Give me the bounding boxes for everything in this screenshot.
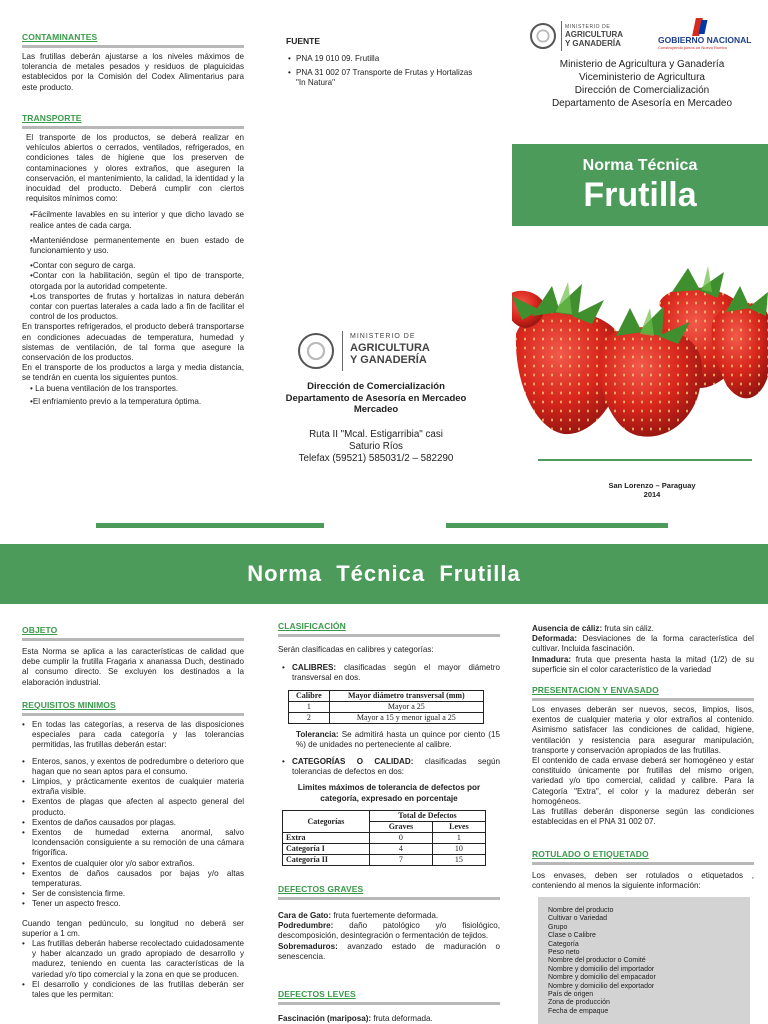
transporte-requisitos [30, 210, 244, 322]
divider [278, 1002, 500, 1005]
contaminantes-section [22, 32, 244, 93]
defecto-item [532, 655, 754, 675]
table-row [289, 712, 484, 723]
banner-title: Norma Técnica Frutilla [247, 561, 521, 586]
presentacion-title: PRESENTACION Y ENVASADO [532, 685, 659, 695]
list-item: • Exentos de daños causados por bajas y/o altas temperaturas. [22, 869, 244, 889]
inst-line: Viceministerio de Agricultura [579, 72, 705, 83]
categorias-label: CATEGORÍAS O CALIDAD: [292, 757, 414, 767]
tolerancia-label: Tolerancia: [296, 729, 339, 739]
list-item: Zona de producción [548, 999, 610, 1007]
table-cell: Categoría I [283, 844, 370, 855]
defecto-desc: fruta deformada. [371, 1014, 433, 1023]
fuente-item: • PNA 31 002 07 Transporte de Frutas y Hortalizas "In Natura" [288, 68, 476, 88]
list-item: • Las frutillas deberán haberse recolectado cuidadosamente y haber alcanzado un grado apropiado de desarrollo y madurez, teniendo en cuenta las características de la variedad y/o tipo comercial y la zona en que se producen. [22, 939, 244, 980]
defecto-desc: fruta fuertemente deformada. [331, 911, 439, 920]
categorias-text: clasificadas según tolerancias de defectos en dos: [292, 757, 500, 777]
calibres-label: CALIBRES: [292, 663, 337, 673]
divider [532, 698, 754, 701]
fuente-item: • PNA 19 010 09. Frutilla [288, 54, 476, 64]
defecto-name: Sobremaduros: [278, 941, 338, 951]
requisitos-title: REQUISITOS MINIMOS [22, 700, 116, 710]
list-item: • Limpios, y prácticamente exentos de cualquier materia extraña visible. [22, 777, 244, 797]
rotulado-list [548, 907, 656, 1016]
list-item: Clase o Calibre [548, 932, 596, 940]
transporte-refrigerados: En transportes refrigerados, el producto deberá transportarse en condiciones adecuadas de temperatura, humedad y sistemas de ventilación, de tal forma que asegure la conservación de los productos. [22, 322, 244, 363]
defecto-item [532, 634, 754, 654]
calibre-table [288, 690, 484, 724]
defecto-desc: fruta sin cáliz. [602, 624, 654, 633]
list-item: •Manteniéndose permanentemente en buen estado de funcionamiento y uso. [30, 235, 244, 256]
direccion-line1: Ruta II "Mcal. Estigarribia" casi [309, 429, 443, 440]
table-header: Categorías [283, 811, 370, 833]
calibres-list [282, 663, 500, 683]
graves-title: DEFECTOS GRAVES [278, 884, 364, 894]
defecto-name: Cara de Gato: [278, 911, 332, 920]
defecto-item [532, 624, 754, 634]
table-cell: 15 [432, 855, 485, 866]
flag-icon [688, 18, 710, 36]
requisitos-list [22, 720, 244, 910]
list-item: • Tener un aspecto fresco. [22, 899, 244, 909]
categorias-table [282, 810, 486, 866]
table-cell: 1 [432, 833, 485, 844]
presentacion-p1: Los envases deberán ser nuevos, secos, limpios, lisos, exentos de cualquier materia y olor extraños al contenido. Asimismo satisfacer las condiciones de calidad, higiene, ventilación y resistencia para asegurar manipulación, transporte y conservación apropiados de las frutillas. [532, 705, 754, 755]
presentacion-p3: Las frutillas deberán disponerse según las condiciones establecidas en el PNA 31 002 07. [532, 807, 754, 827]
contacto-org1: Dirección de Comercialización [307, 381, 445, 392]
defecto-desc: Desviaciones de la forma característica del cultivar. Incluida fascinación. [532, 634, 754, 654]
list-item: • Exentos de humedad externa anormal, salvo lcondensación consiguiente a su remoción de una cámara frigorífica. [22, 828, 244, 859]
leves-title: DEFECTOS LEVES [278, 989, 356, 999]
divider [22, 45, 244, 48]
objeto-title: OBJETO [22, 625, 58, 635]
table-cell: 1 [289, 701, 330, 712]
calibres-text: clasificadas según el mayor diámetro transversal en dos. [292, 663, 500, 683]
list-item: • Ser de consistencia firme. [22, 889, 244, 899]
requisitos-section [22, 700, 244, 1000]
fuente-list [288, 54, 476, 89]
list-item: Categoría [548, 940, 579, 948]
table-row [289, 701, 484, 712]
pedunculo-text: Cuando tengan pedúnculo, su longitud no deberá ser superior a 1 cm. [22, 918, 244, 938]
gobierno-title: GOBIERNO NACIONAL [658, 35, 752, 45]
banner [0, 544, 768, 604]
clasificacion-intro: Serán clasificadas en calibres y categorías: [278, 645, 434, 654]
transporte-puntos [30, 384, 244, 407]
clasificacion-title: CLASIFICACIÓN [278, 621, 346, 631]
tolerancia-value: Se admitirá hasta un quince por ciento (15 %) de unidades no perteneciente al calibre. [296, 729, 500, 749]
transporte-section [22, 113, 244, 407]
list-item: • Enteros, sanos, y exentos de podredumbre o deterioro que hagan que no sean aptos para el consumo. [22, 757, 244, 777]
telefax: Telefax (59521) 585031/2 – 582290 [298, 453, 454, 464]
divider [532, 862, 754, 865]
list-item [282, 663, 500, 683]
table-cell: 2 [289, 712, 330, 723]
clasificacion-section [278, 621, 500, 866]
table-header: Leves [432, 822, 485, 833]
table-row [289, 690, 484, 701]
defecto-desc: fruta que presenta hasta la mitad (1/2) de su superficie sin el color característico de la variedad [532, 654, 754, 674]
presentacion-section [532, 685, 754, 827]
page-separator [446, 523, 668, 528]
list-item: • Exentos de daños causados por plagas. [22, 818, 244, 828]
ministerio-logo [298, 331, 458, 371]
categorias-list [282, 757, 500, 777]
defecto-name: Inmadura: [532, 654, 572, 664]
list-item: •Contar con la habilitación, según el tipo de transporte, otorgada por la autoridad competente. [30, 271, 244, 291]
table-cell: Mayor a 15 y menor igual a 25 [329, 712, 483, 723]
defecto-item [278, 1014, 500, 1024]
contacto-org3: Mercadeo [353, 404, 399, 415]
list-item: • La buena ventilación de los transportes. [30, 383, 179, 393]
limites-title: Limites máximos de tolerancia de defectos por categoría, expresado en porcentaje [297, 783, 481, 803]
list-item: Nombre del producto [548, 907, 614, 914]
table-cell: 7 [369, 855, 432, 866]
lugar: San Lorenzo – Paraguay [608, 481, 696, 490]
list-item: •Contar con seguro de carga. [30, 261, 136, 271]
objeto-text: Esta Norma se aplica a las características de calidad que debe cumplir la frutilla Fragaria x ananassa Duch, destinado al consumo directo. Se excluyen los destinados a la elaboración industrial. [22, 647, 244, 687]
table-cell: 10 [432, 844, 485, 855]
seal-icon [530, 23, 556, 49]
leves-section [278, 989, 500, 1024]
rotulado-intro: Los envases, deben ser rotulados o etiquetados , conteniendo al menos la siguiente información: [532, 871, 754, 891]
frutillas-image [512, 236, 768, 442]
table-row [283, 855, 486, 866]
table-cell: Categoría II [283, 855, 370, 866]
defecto-desc: daño patológico y/o fisiológico, descomposición, desintegración o fermentación de tejidos. [278, 921, 500, 941]
list-item: Nombre del productor o Comité [548, 957, 646, 965]
objeto-section [22, 625, 244, 688]
list-item [282, 757, 500, 777]
list-item: Cultivar o Variedad [548, 915, 608, 923]
table-header: Mayor diámetro transversal (mm) [329, 690, 483, 701]
cover-norma: Norma Técnica [582, 157, 698, 174]
table-header: Total de Defectos [369, 811, 485, 822]
defectos-cont [532, 624, 754, 675]
divider [22, 713, 244, 716]
table-row [283, 833, 486, 844]
list-item: Peso neto [548, 949, 580, 957]
list-item: Nombre y domicilio del exportador [548, 982, 655, 990]
table-row [283, 844, 486, 855]
defecto-desc: avanzado estado de maduración o senescencia. [278, 941, 500, 961]
graves-section [278, 884, 500, 962]
cover-footer [560, 481, 744, 499]
defecto-name: Ausencia de cáliz: [532, 624, 603, 633]
logo-min2: AGRICULTURA [565, 30, 624, 39]
cover-rule [538, 459, 752, 461]
defecto-name: Podredumbre: [278, 921, 334, 931]
list-item: •Los transportes de frutas y hortalizas in natura deberán contar con puertas laterales a cada lado a fin de facilitar el control de los productos. [30, 291, 244, 322]
defecto-name: Deformada: [532, 634, 577, 644]
list-item: •Fácilmente lavables en su interior y que dicho lavado se realice antes de cada carga. [30, 210, 244, 230]
table-header: Calibre [289, 690, 330, 701]
list-item: •El enfriamiento previo a la temperatura óptima. [30, 396, 202, 406]
fuente-section [286, 36, 476, 89]
list-item: • Exentos de cualquier olor y/o sabor extraños. [22, 859, 244, 869]
list-item: • El desarrollo y condiciones de las frutillas deberán ser tales que les permitan: [22, 980, 244, 1000]
seal-icon [298, 333, 334, 369]
cover-title-box [512, 144, 768, 226]
list-item: País de origen [548, 991, 594, 999]
rotulado-box [538, 897, 750, 1024]
cover-logos [530, 18, 760, 54]
divider [278, 634, 500, 637]
contaminantes-title: CONTAMINANTES [22, 32, 98, 42]
table-header: Graves [369, 822, 432, 833]
contacto-org2: Departamento de Asesoría en Mercadeo [285, 392, 467, 404]
direccion-line2: Saturio Ríos [349, 441, 403, 452]
list-item: • En todas las categorías, a reserva de las disposiciones especiales para cada categoría y las tolerancias permitidas, las frutillas deberán estar: [22, 720, 244, 751]
logo-min1: MINISTERIO DE [565, 24, 611, 30]
rotulado-title: ROTULADO O ETIQUETADO [532, 849, 649, 859]
anio: 2014 [643, 490, 661, 499]
presentacion-p2: El contenido de cada envase deberá ser homogéneo y estar constituido únicamente por frutillas del mismo origen, variedad y/o tipo comercial, calidad y calibre. Para la Categoría "Extra", el color y la madurez deberán ser homogéneos. [532, 756, 754, 806]
divider [22, 638, 244, 641]
transporte-distancia: En el transporte de los productos a larga y media distancia, se tendrán en cuenta los siguientes puntos. [22, 363, 244, 383]
logo-min3: Y GANADERÍA [565, 39, 621, 48]
transporte-intro: El transporte de los productos, se deberá realizar en vehículos abiertos o cerrados, ventilados, refrigerados, en condiciones tales de higiene que los preserven de contaminaciones y olores extraños, que aseguren la conservación, el mantenimiento, la calidad, la identidad y la inocuidad del producto. Deberá cumplir con ciertos requisitos mínimos como: [26, 133, 244, 204]
rotulado-section [532, 849, 754, 891]
table-cell: Mayor a 25 [329, 701, 483, 712]
tolerancia-text [296, 730, 500, 750]
contacto-block [284, 381, 468, 416]
gobierno-subtitle: Construyendo juntos un Nuevo Rumbo [658, 45, 727, 50]
divider [22, 126, 244, 129]
page-separator [96, 523, 324, 528]
list-item: Nombre y domicilio del importador [548, 965, 655, 973]
divider [278, 897, 500, 900]
defecto-item [278, 921, 500, 941]
list-item: • Exentos de plagas que afecten al aspecto general del producto. [22, 797, 244, 817]
logo-divider [342, 331, 343, 371]
requisitos-list-2 [22, 939, 244, 1000]
list-item: Grupo [548, 923, 568, 931]
inst-line: Ministerio de Agricultura y Ganadería [559, 59, 725, 70]
list-item: Fecha de empaque [548, 1007, 609, 1015]
logo-line2: AGRICULTURA [350, 342, 430, 354]
table-row [283, 811, 486, 822]
cover-frutilla: Frutilla [583, 176, 697, 214]
institucion-block [518, 58, 766, 110]
defecto-item [278, 942, 500, 962]
contaminantes-text: Las frutillas deberán ajustarse a los niveles máximos de tolerancia de metales pesados y residuos de plaguicidas establecidos por la Comisión del Codex Alimentarius para este producto. [22, 52, 244, 92]
inst-line: Departamento de Asesoría en Mercadeo [551, 98, 733, 109]
table-cell: 0 [369, 833, 432, 844]
logo-line3: Y GANADERÍA [350, 354, 427, 366]
fuente-title: FUENTE [286, 36, 320, 46]
list-item: Nombre y domicilio del empacador [548, 974, 656, 982]
direccion-block [278, 429, 474, 465]
logo-divider [561, 21, 562, 51]
defecto-name: Fascinación (mariposa): [278, 1014, 372, 1023]
transporte-title: TRANSPORTE [22, 113, 82, 123]
defecto-item [278, 911, 500, 921]
table-cell: Extra [283, 833, 370, 844]
table-cell: 4 [369, 844, 432, 855]
inst-line: Dirección de Comercialización [574, 85, 710, 96]
logo-line1: MINISTERIO DE [350, 333, 416, 340]
